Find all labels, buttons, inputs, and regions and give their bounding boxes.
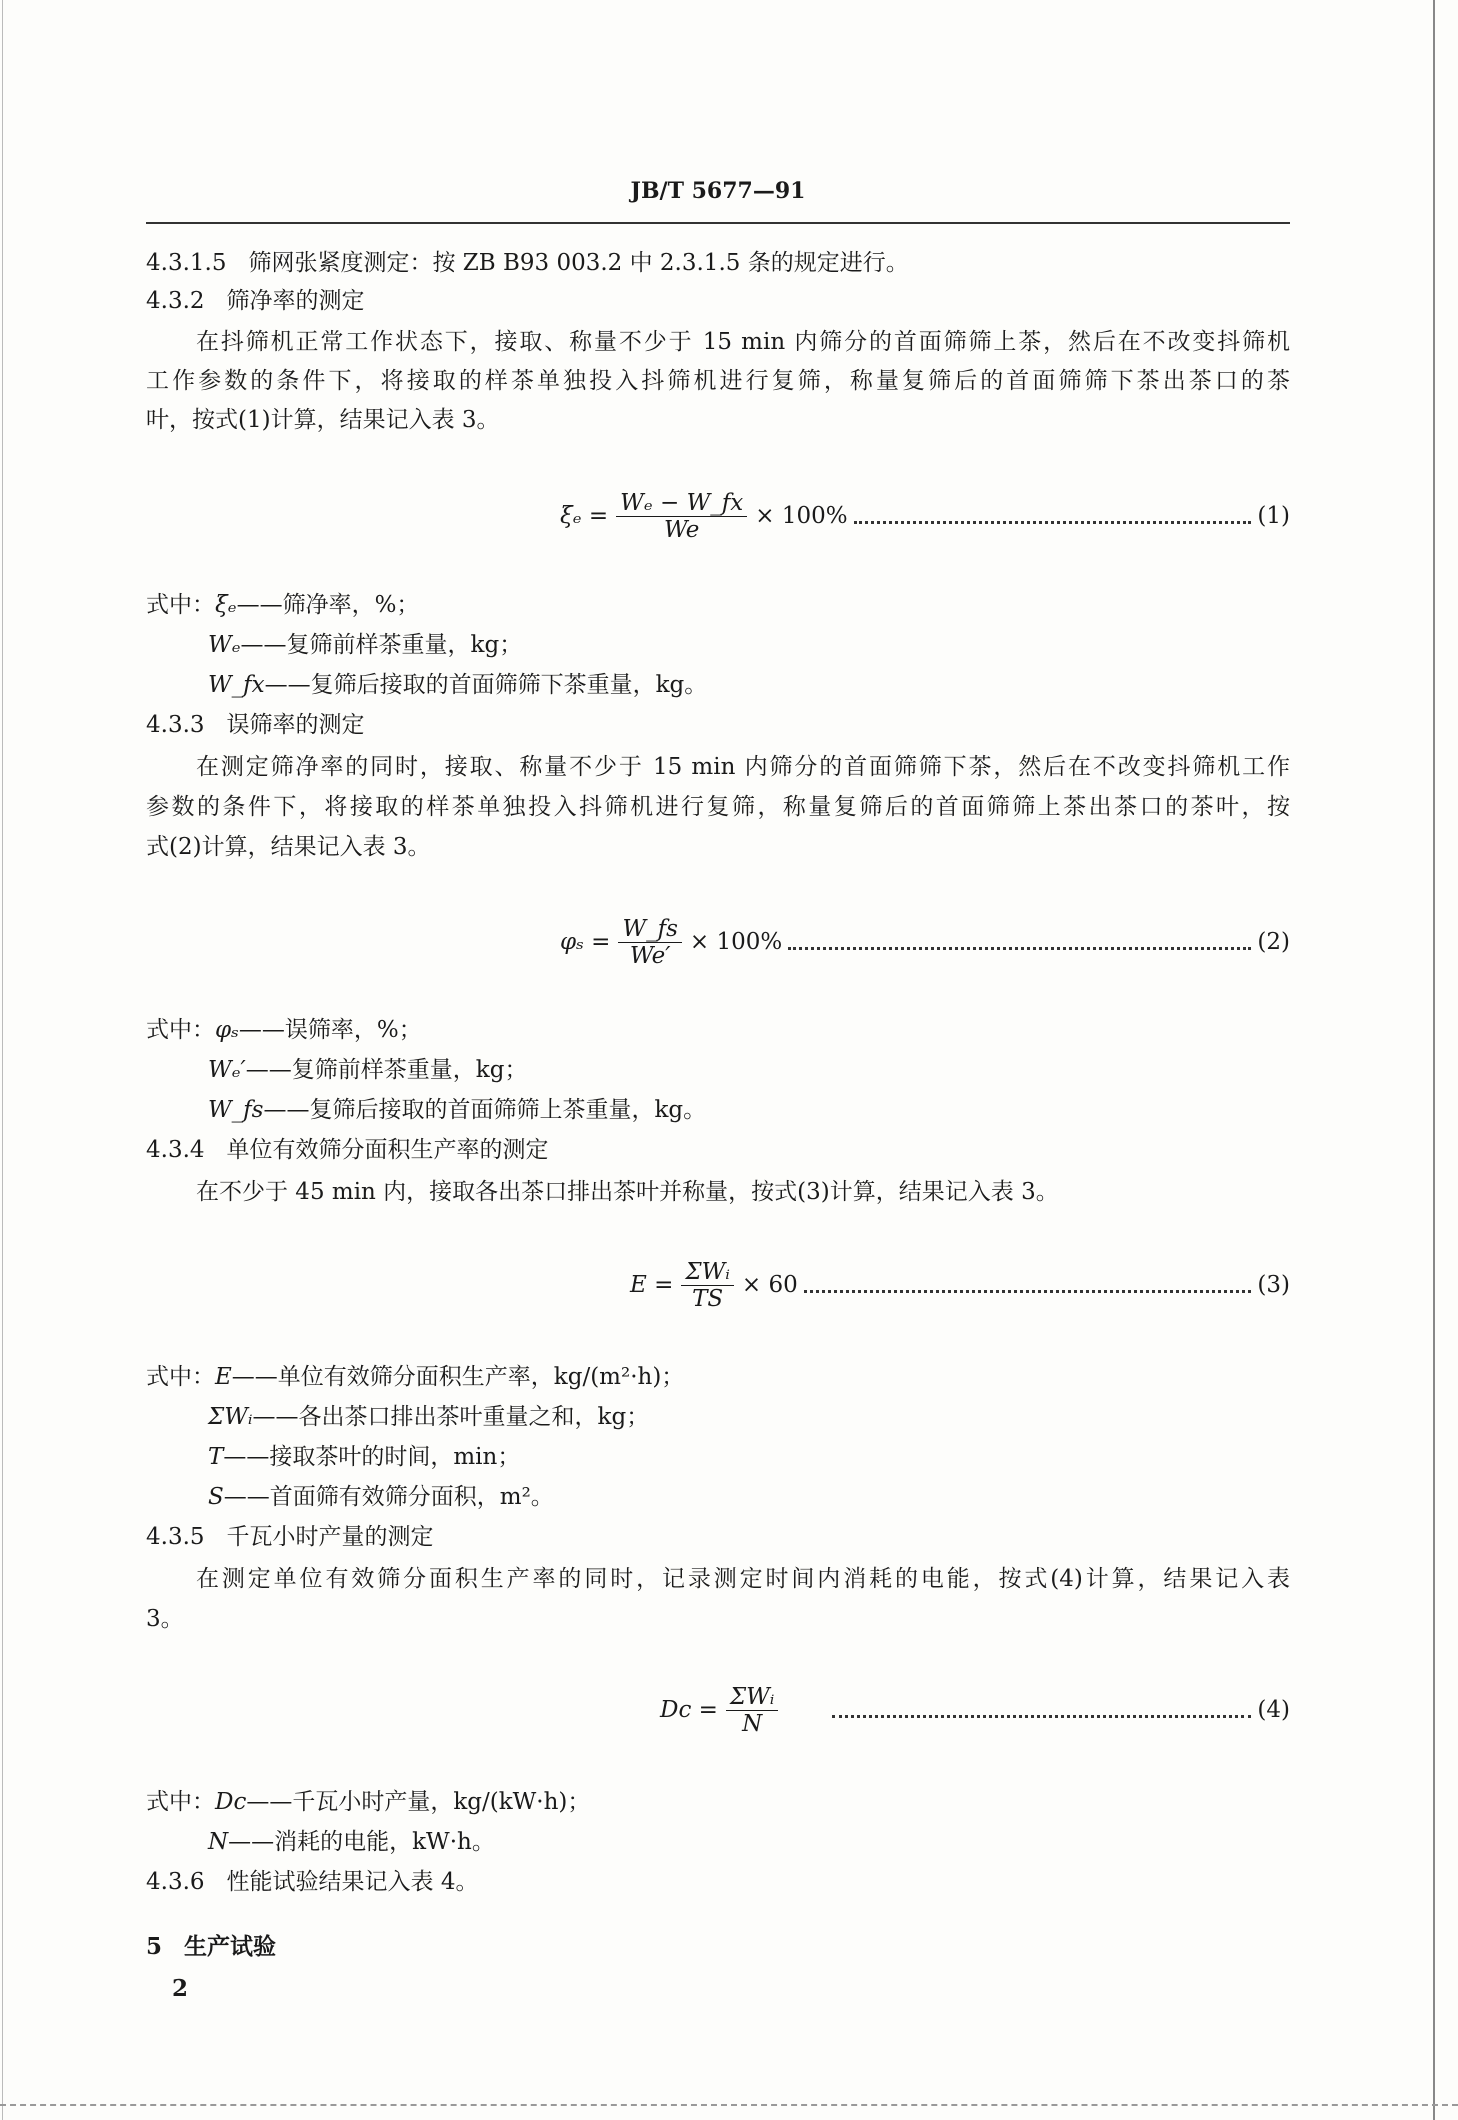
scan-edge-right (1433, 0, 1435, 2120)
section-5-heading: 5 生产试验 (146, 1933, 277, 1960)
scan-edge-left (2, 0, 3, 2120)
clause-4-3-3-para-3: 式(2)计算，结果记入表 3。 (146, 834, 431, 860)
equation-3-fraction: $\frac{\text{ΣWᵢ}}{TS}$ (681, 1260, 734, 1311)
equation-2-formula: φₛ = $\frac{W\_fs}{We'}$ × 100% (560, 915, 783, 969)
clause-4-3-3-para-1: 在测定筛净率的同时，接取、称量不少于 15 min 内筛分的首面筛筛下茶，然后在不改变抖筛机工作 (196, 754, 1290, 780)
where-4-3-4-row-1: 式中：E——单位有效筛分面积生产率，kg/(m²·h)； (146, 1364, 685, 1390)
equation-4-number: (4) (1257, 1697, 1290, 1723)
equation-3-number: (3) (1257, 1272, 1290, 1298)
clause-4-3-1-5: 4.3.1.5 筛网张紧度测定：按 ZB B93 003.2 中 2.3.1.5 条的规定进行。 (146, 250, 909, 276)
where-4-3-2-row-1: 式中：ξₑ——筛净率，%； (146, 592, 420, 618)
equation-2 (560, 912, 1290, 972)
equation-2-number: (2) (1257, 929, 1290, 955)
clause-4-3-2-para-2: 工作参数的条件下，将接取的样茶单独投入抖筛机进行复筛，称量复筛后的首面筛筛下茶出茶口的茶 (146, 368, 1290, 394)
where-4-3-3-row-2: Wₑ′——复筛前样茶重量，kg； (208, 1057, 528, 1083)
page-number: 2 (172, 1975, 189, 2002)
equation-3 (560, 1255, 1290, 1315)
clause-4-3-2-heading: 4.3.2 筛净率的测定 (146, 288, 365, 314)
header-rule (146, 222, 1290, 224)
where-4-3-5-row-1: 式中：Dc——千瓦小时产量，kg/(kW·h)； (146, 1789, 591, 1815)
where-4-3-4-row-2: ΣWᵢ——各出茶口排出茶叶重量之和，kg； (208, 1404, 650, 1430)
equation-4-leader (832, 1714, 1251, 1718)
clause-4-3-4-heading: 4.3.4 单位有效筛分面积生产率的测定 (146, 1137, 549, 1163)
equation-1 (560, 486, 1290, 546)
clause-4-3-3-para-2: 参数的条件下，将接取的样茶单独投入抖筛机进行复筛，称量复筛后的首面筛筛上茶出茶口的茶叶，按 (146, 794, 1290, 820)
scan-edge-bottom (0, 2104, 1458, 2107)
equation-1-formula: ξₑ = $\frac{\text{Wₑ − W\_fx}}{We}$ × 100% (560, 489, 848, 543)
equation-1-leader (854, 520, 1252, 524)
page-header: JB/T 5677—91 (630, 178, 806, 204)
equation-4-fraction: $\frac{\text{ΣWᵢ}}{N}$ (726, 1685, 779, 1736)
where-4-3-4-row-4: S——首面筛有效筛分面积，m²。 (208, 1484, 554, 1510)
where-4-3-3-row-1: 式中：φₛ——误筛率，%； (146, 1017, 422, 1043)
equation-4-formula: Dc = $\frac{\text{ΣWᵢ}}{N}$ (660, 1685, 786, 1736)
equation-1-number: (1) (1257, 503, 1290, 529)
clause-4-3-2-para-1: 在抖筛机正常工作状态下，接取、称量不少于 15 min 内筛分的首面筛筛上茶，然后在不改变抖筛机 (196, 329, 1290, 355)
where-4-3-4-row-3: T——接取茶叶的时间，min； (208, 1444, 521, 1470)
equation-4 (560, 1680, 1290, 1740)
equation-3-leader (804, 1289, 1252, 1293)
where-4-3-2-row-2: Wₑ——复筛前样茶重量，kg； (208, 632, 523, 658)
clause-4-3-6: 4.3.6 性能试验结果记入表 4。 (146, 1869, 479, 1895)
where-4-3-5-row-2: N——消耗的电能，kW·h。 (208, 1829, 495, 1855)
equation-2-leader (788, 946, 1251, 950)
clause-4-3-2-para-3: 叶，按式(1)计算，结果记入表 3。 (146, 407, 500, 433)
equation-2-fraction: $\frac{W\_fs}{We'}$ (618, 917, 681, 968)
where-4-3-3-row-3: W_fs——复筛后接取的首面筛筛上茶重量，kg。 (208, 1097, 707, 1123)
clause-4-3-5-heading: 4.3.5 千瓦小时产量的测定 (146, 1524, 434, 1550)
equation-1-fraction: $\frac{\text{Wₑ − W\_fx}}{We}$ (616, 491, 747, 542)
clause-4-3-4-para-1: 在不少于 45 min 内，接取各出茶口排出茶叶并称量，按式(3)计算，结果记入表 3。 (196, 1179, 1059, 1205)
clause-4-3-5-para-1: 在测定单位有效筛分面积生产率的同时，记录测定时间内消耗的电能，按式(4)计算，结果记入表 (196, 1566, 1290, 1592)
where-4-3-2-row-3: W_fx——复筛后接取的首面筛筛下茶重量，kg。 (208, 672, 708, 698)
clause-4-3-3-heading: 4.3.3 误筛率的测定 (146, 712, 365, 738)
clause-4-3-5-para-2: 3。 (146, 1606, 184, 1632)
equation-3-formula: E = $\frac{\text{ΣWᵢ}}{TS}$ × 60 (630, 1258, 798, 1312)
